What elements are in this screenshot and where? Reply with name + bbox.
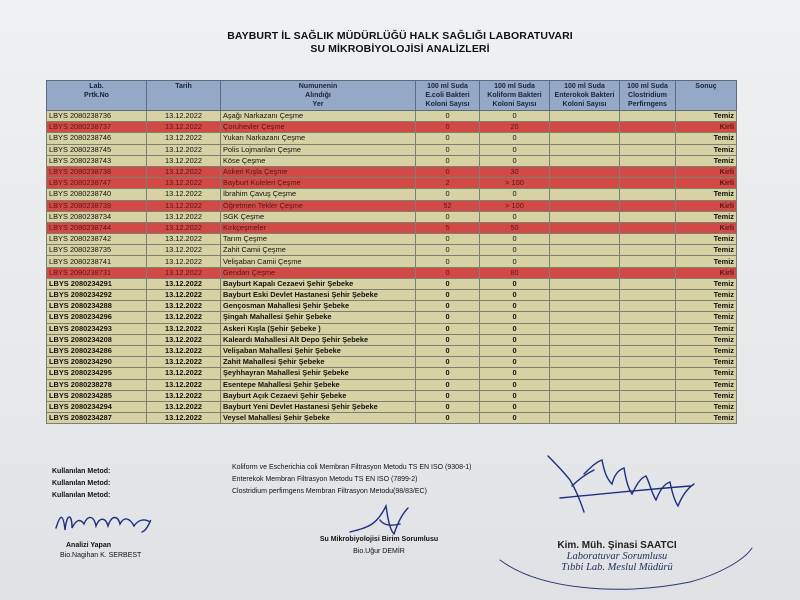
lab-no-cell: LBYS 2080238745 bbox=[47, 144, 147, 155]
ecoli-count-cell: 0 bbox=[416, 256, 480, 267]
director-stamp bbox=[522, 540, 712, 573]
lab-no-cell: LBYS 2080238741 bbox=[47, 256, 147, 267]
lab-no-cell: LBYS 2080238734 bbox=[47, 211, 147, 222]
result-cell: Temiz bbox=[676, 357, 737, 368]
koliform-count-cell: 80 bbox=[480, 267, 550, 278]
koliform-count-cell: > 100 bbox=[480, 200, 550, 211]
ecoli-count-cell: 0 bbox=[416, 234, 480, 245]
ecoli-count-cell: 0 bbox=[416, 211, 480, 222]
result-cell: Kirli bbox=[676, 166, 737, 177]
sample-place-cell: Tarım Çeşme bbox=[221, 234, 416, 245]
analyst-role: Analizi Yapan bbox=[66, 542, 111, 549]
lab-no-cell: LBYS 2080238744 bbox=[47, 222, 147, 233]
koliform-count-cell: 0 bbox=[480, 368, 550, 379]
ecoli-count-cell: 0 bbox=[416, 290, 480, 301]
sample-place-cell: Askeri Kışla (Şehir Şebeke ) bbox=[221, 323, 416, 334]
ecoli-count-cell: 0 bbox=[416, 189, 480, 200]
method-value-2: Enterekok Membran Filtrasyon Metodu TS EN ISO (7899-2) bbox=[232, 476, 418, 483]
date-cell: 13.12.2022 bbox=[147, 245, 221, 256]
koliform-count-cell: 0 bbox=[480, 390, 550, 401]
koliform-count-cell: 0 bbox=[480, 323, 550, 334]
lab-no-cell: LBYS 2080234294 bbox=[47, 401, 147, 412]
sample-place-cell: Bayburt Yeni Devlet Hastanesi Şehir Şebeke bbox=[221, 401, 416, 412]
sample-place-cell: Çoruhevler Çeşme bbox=[221, 122, 416, 133]
koliform-count-cell: > 100 bbox=[480, 178, 550, 189]
koliform-count-cell: 0 bbox=[480, 111, 550, 122]
result-cell: Temiz bbox=[676, 245, 737, 256]
ecoli-count-cell: 0 bbox=[416, 413, 480, 424]
date-cell: 13.12.2022 bbox=[147, 256, 221, 267]
lab-no-cell: LBYS 2080234296 bbox=[47, 312, 147, 323]
sample-place-cell: Bayburt Eski Devlet Hastanesi Şehir Şebeke bbox=[221, 290, 416, 301]
date-cell: 13.12.2022 bbox=[147, 189, 221, 200]
title-line-2: SU MİKROBİYOLOJİSİ ANALİZLERİ bbox=[310, 43, 490, 55]
date-cell: 13.12.2022 bbox=[147, 234, 221, 245]
method-label-2: Kullanılan Metod: bbox=[52, 480, 111, 487]
date-cell: 13.12.2022 bbox=[147, 334, 221, 345]
date-cell: 13.12.2022 bbox=[147, 111, 221, 122]
sample-place-cell: Köse Çeşme bbox=[221, 155, 416, 166]
date-cell: 13.12.2022 bbox=[147, 413, 221, 424]
date-cell: 13.12.2022 bbox=[147, 133, 221, 144]
sample-place-cell: Bayburt Açık Cezaevi Şehir Şebeke bbox=[221, 390, 416, 401]
koliform-count-cell: 0 bbox=[480, 301, 550, 312]
result-cell: Temiz bbox=[676, 323, 737, 334]
ecoli-count-cell: 0 bbox=[416, 166, 480, 177]
lab-no-cell: LBYS 2080234288 bbox=[47, 301, 147, 312]
sample-place-cell: Aşağı Narkazanı Çeşme bbox=[221, 111, 416, 122]
unit-signature-block bbox=[314, 535, 444, 557]
sample-place-cell: Veysel Mahallesi Şehir Şebeke bbox=[221, 413, 416, 424]
lab-no-cell: LBYS 2080238731 bbox=[47, 267, 147, 278]
koliform-count-cell: 0 bbox=[480, 379, 550, 390]
koliform-count-cell: 0 bbox=[480, 290, 550, 301]
date-cell: 13.12.2022 bbox=[147, 178, 221, 189]
lab-no-cell: LBYS 2080234290 bbox=[47, 357, 147, 368]
sample-place-cell: Polis Lojmanları Çeşme bbox=[221, 144, 416, 155]
ecoli-count-cell: 0 bbox=[416, 267, 480, 278]
ecoli-count-cell: 0 bbox=[416, 122, 480, 133]
koliform-count-cell: 0 bbox=[480, 144, 550, 155]
ecoli-count-cell: 0 bbox=[416, 111, 480, 122]
date-cell: 13.12.2022 bbox=[147, 155, 221, 166]
date-cell: 13.12.2022 bbox=[147, 368, 221, 379]
lab-no-cell: LBYS 2080238746 bbox=[47, 133, 147, 144]
date-cell: 13.12.2022 bbox=[147, 200, 221, 211]
sample-place-cell: Gençosman Mahallesi Şehir Şebeke bbox=[221, 301, 416, 312]
result-cell: Kirli bbox=[676, 200, 737, 211]
sample-place-cell: Şingah Mahallesi Şehir Şebeke bbox=[221, 312, 416, 323]
ecoli-count-cell: 0 bbox=[416, 301, 480, 312]
lab-no-cell: LBYS 2080234295 bbox=[47, 368, 147, 379]
header-koliform: 100 ml Suda Koliform Bakteri Koloni Sayısı bbox=[480, 81, 550, 111]
header-sample-place: Numunenin Alındığı Yer bbox=[221, 81, 416, 111]
ecoli-count-cell: 0 bbox=[416, 379, 480, 390]
unit-name: Bio.Uğur DEMİR bbox=[353, 548, 405, 555]
result-cell: Temiz bbox=[676, 413, 737, 424]
date-cell: 13.12.2022 bbox=[147, 345, 221, 356]
lab-no-cell: LBYS 2080234285 bbox=[47, 390, 147, 401]
header-result: Sonuç bbox=[676, 81, 737, 111]
lab-no-cell: LBYS 2080238735 bbox=[47, 245, 147, 256]
sample-place-cell: Velişaban Mahallesi Şehir Şebeke bbox=[221, 345, 416, 356]
lab-no-cell: LBYS 2080238740 bbox=[47, 189, 147, 200]
sample-place-cell: Velişaban Camii Çeşme bbox=[221, 256, 416, 267]
ecoli-count-cell: 0 bbox=[416, 368, 480, 379]
date-cell: 13.12.2022 bbox=[147, 166, 221, 177]
unit-role: Su Mikrobiyolojisi Birim Sorumlusu bbox=[319, 536, 439, 543]
date-cell: 13.12.2022 bbox=[147, 122, 221, 133]
sample-place-cell: Bayburt Kapalı Cezaevi Şehir Şebeke bbox=[221, 278, 416, 289]
analyst-name: Bio.Nagihan K. SERBEST bbox=[60, 552, 142, 559]
koliform-count-cell: 0 bbox=[480, 401, 550, 412]
date-cell: 13.12.2022 bbox=[147, 401, 221, 412]
date-cell: 13.12.2022 bbox=[147, 211, 221, 222]
method-value-1: Koliform ve Escherichia coli Membran Filtrasyon Metodu TS EN ISO (9308-1) bbox=[232, 464, 472, 471]
koliform-count-cell: 0 bbox=[480, 357, 550, 368]
ecoli-count-cell: 5 bbox=[416, 222, 480, 233]
sample-place-cell: Bayburt Kuleleri Çeşme bbox=[221, 178, 416, 189]
koliform-count-cell: 50 bbox=[480, 222, 550, 233]
ecoli-count-cell: 0 bbox=[416, 312, 480, 323]
lab-no-cell: LBYS 2080234292 bbox=[47, 290, 147, 301]
date-cell: 13.12.2022 bbox=[147, 357, 221, 368]
date-cell: 13.12.2022 bbox=[147, 379, 221, 390]
date-cell: 13.12.2022 bbox=[147, 144, 221, 155]
lab-no-cell: LBYS 2080238739 bbox=[47, 200, 147, 211]
koliform-count-cell: 0 bbox=[480, 133, 550, 144]
analyst-signature-block bbox=[60, 541, 142, 561]
koliform-count-cell: 0 bbox=[480, 345, 550, 356]
method-label-3: Kullanılan Metod: bbox=[52, 492, 111, 499]
result-cell: Temiz bbox=[676, 290, 737, 301]
ecoli-count-cell: 0 bbox=[416, 245, 480, 256]
date-cell: 13.12.2022 bbox=[147, 267, 221, 278]
sample-place-cell: Kırkçeşmeler bbox=[221, 222, 416, 233]
result-cell: Temiz bbox=[676, 379, 737, 390]
lab-no-cell: LBYS 2080234286 bbox=[47, 345, 147, 356]
analyst-signature-icon bbox=[56, 517, 151, 532]
sample-place-cell: Esentepe Mahallesi Şehir Şebeke bbox=[221, 379, 416, 390]
koliform-count-cell: 0 bbox=[480, 245, 550, 256]
date-cell: 13.12.2022 bbox=[147, 323, 221, 334]
result-cell: Temiz bbox=[676, 312, 737, 323]
result-cell: Temiz bbox=[676, 189, 737, 200]
koliform-count-cell: 0 bbox=[480, 234, 550, 245]
result-cell: Kirli bbox=[676, 267, 737, 278]
stamp-title: Laboratuvar Sorumlusu bbox=[566, 551, 668, 562]
lab-no-cell: LBYS 2080234287 bbox=[47, 413, 147, 424]
koliform-count-cell: 30 bbox=[480, 166, 550, 177]
result-cell: Kirli bbox=[676, 178, 737, 189]
koliform-count-cell: 0 bbox=[480, 278, 550, 289]
koliform-count-cell: 0 bbox=[480, 413, 550, 424]
header-lab-no: Lab. Prtk.No bbox=[47, 81, 147, 111]
date-cell: 13.12.2022 bbox=[147, 290, 221, 301]
result-cell: Temiz bbox=[676, 155, 737, 166]
koliform-count-cell: 20 bbox=[480, 122, 550, 133]
result-cell: Temiz bbox=[676, 278, 737, 289]
stamp-name: Kim. Müh. Şinasi SAATCI bbox=[557, 540, 677, 551]
lab-no-cell: LBYS 2080234208 bbox=[47, 334, 147, 345]
sample-place-cell: Öğretmen Tekler Çeşme bbox=[221, 200, 416, 211]
date-cell: 13.12.2022 bbox=[147, 312, 221, 323]
lab-no-cell: LBYS 2080234291 bbox=[47, 278, 147, 289]
date-cell: 13.12.2022 bbox=[147, 278, 221, 289]
result-cell: Kirli bbox=[676, 122, 737, 133]
result-cell: Temiz bbox=[676, 144, 737, 155]
ecoli-count-cell: 0 bbox=[416, 345, 480, 356]
result-cell: Temiz bbox=[676, 301, 737, 312]
sample-place-cell: Zahit Camii Çeşme bbox=[221, 245, 416, 256]
lab-no-cell: LBYS 2080238278 bbox=[47, 379, 147, 390]
result-cell: Temiz bbox=[676, 345, 737, 356]
koliform-count-cell: 0 bbox=[480, 211, 550, 222]
ecoli-count-cell: 0 bbox=[416, 278, 480, 289]
koliform-count-cell: 0 bbox=[480, 189, 550, 200]
lab-no-cell: LBYS 2080238742 bbox=[47, 234, 147, 245]
result-cell: Temiz bbox=[676, 334, 737, 345]
koliform-count-cell: 0 bbox=[480, 334, 550, 345]
sample-place-cell: Şeyhhayran Mahallesi Şehir Şebeke bbox=[221, 368, 416, 379]
lab-no-cell: LBYS 2080238743 bbox=[47, 155, 147, 166]
result-cell: Temiz bbox=[676, 390, 737, 401]
ecoli-count-cell: 0 bbox=[416, 155, 480, 166]
ecoli-count-cell: 2 bbox=[416, 178, 480, 189]
ecoli-count-cell: 0 bbox=[416, 357, 480, 368]
sample-place-cell: İbrahim Çavuş Çeşme bbox=[221, 189, 416, 200]
sample-place-cell: Zahit Mahallesi Şehir Şebeke bbox=[221, 357, 416, 368]
sample-place-cell: Askeri Kışla Çeşme bbox=[221, 166, 416, 177]
sample-place-cell: SGK Çeşme bbox=[221, 211, 416, 222]
result-cell: Temiz bbox=[676, 368, 737, 379]
method-label-1: Kullanılan Metod: bbox=[52, 468, 111, 475]
sample-place-cell: Yukarı Narkazanı Çeşme bbox=[221, 133, 416, 144]
lab-no-cell: LBYS 2080238747 bbox=[47, 178, 147, 189]
ecoli-count-cell: 0 bbox=[416, 133, 480, 144]
ecoli-count-cell: 0 bbox=[416, 144, 480, 155]
result-cell: Kirli bbox=[676, 222, 737, 233]
header-ecoli: 100 ml Suda E.coli Bakteri Koloni Sayısı bbox=[416, 81, 480, 111]
lab-no-cell: LBYS 2080238737 bbox=[47, 122, 147, 133]
header-date: Tarih bbox=[147, 81, 221, 111]
ecoli-count-cell: 0 bbox=[416, 401, 480, 412]
date-cell: 13.12.2022 bbox=[147, 390, 221, 401]
result-cell: Temiz bbox=[676, 133, 737, 144]
result-cell: Temiz bbox=[676, 211, 737, 222]
title-line-1: BAYBURT İL SAĞLIK MÜDÜRLÜĞÜ HALK SAĞLIĞI LABORATUVARI bbox=[227, 30, 573, 42]
koliform-count-cell: 0 bbox=[480, 155, 550, 166]
sample-place-cell: Gendarı Çeşme bbox=[221, 267, 416, 278]
ecoli-count-cell: 0 bbox=[416, 334, 480, 345]
lab-no-cell: LBYS 2080238736 bbox=[47, 111, 147, 122]
result-cell: Temiz bbox=[676, 111, 737, 122]
header-clostridium: 100 ml Suda Clostridium Perfirngens bbox=[620, 81, 676, 111]
koliform-count-cell: 0 bbox=[480, 256, 550, 267]
stamp-subtitle: Tıbbi Lab. Meslul Müdürü bbox=[561, 562, 673, 573]
ecoli-count-cell: 52 bbox=[416, 200, 480, 211]
lab-no-cell: LBYS 2080238738 bbox=[47, 166, 147, 177]
koliform-count-cell: 0 bbox=[480, 312, 550, 323]
method-value-3: Clostridium perfirngens Membran Filtrasyon Metodu(98/83/EC) bbox=[232, 488, 427, 495]
ecoli-count-cell: 0 bbox=[416, 390, 480, 401]
date-cell: 13.12.2022 bbox=[147, 222, 221, 233]
lab-no-cell: LBYS 2080234293 bbox=[47, 323, 147, 334]
unit-signature-icon bbox=[350, 506, 408, 534]
director-signature-icon bbox=[548, 456, 694, 512]
result-cell: Temiz bbox=[676, 256, 737, 267]
result-cell: Temiz bbox=[676, 401, 737, 412]
sample-place-cell: Kaleardı Mahallesi Alt Depo Şehir Şebeke bbox=[221, 334, 416, 345]
result-cell: Temiz bbox=[676, 234, 737, 245]
ecoli-count-cell: 0 bbox=[416, 323, 480, 334]
header-enterokok: 100 ml Suda Enterokok Bakteri Koloni Sayısı bbox=[550, 81, 620, 111]
date-cell: 13.12.2022 bbox=[147, 301, 221, 312]
